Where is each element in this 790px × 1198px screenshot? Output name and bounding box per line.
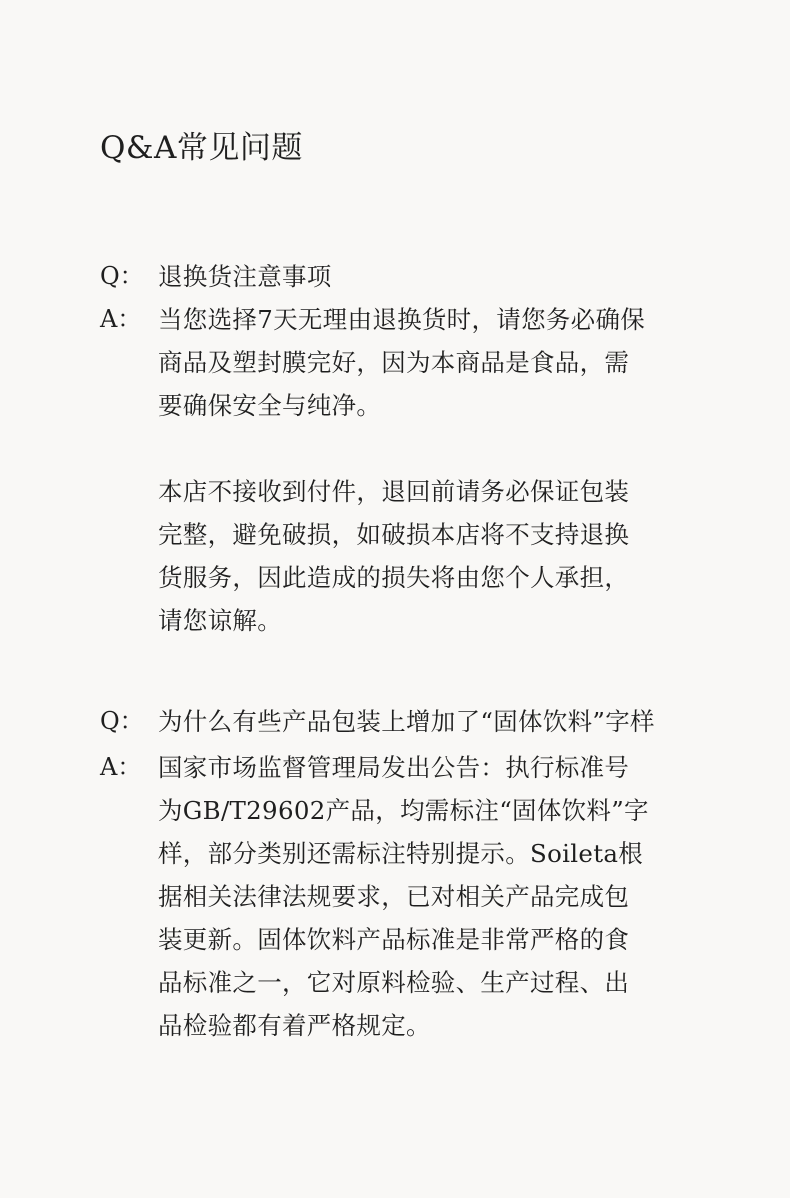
answer-line: 据相关法律法规要求，已对相关产品完成包 <box>158 882 630 911</box>
question-text: 退换货注意事项 <box>158 262 332 291</box>
answer-text <box>158 298 760 642</box>
answer-line: 样，部分类别还需标注特别提示。Soileta根 <box>158 839 644 868</box>
question-text: 为什么有些产品包装上增加了“固体饮料”字样 <box>158 707 655 736</box>
answer-line: 品检验都有着严格规定。 <box>158 1011 431 1040</box>
question-label: Q： <box>100 262 144 290</box>
answer-label: A： <box>100 753 142 781</box>
answer-line: 完整，避免破损，如破损本店将不支持退换 <box>158 520 630 549</box>
page-title: Q&A常见问题 <box>100 130 303 166</box>
qa-item <box>100 255 760 642</box>
answer-paragraph <box>158 746 760 1047</box>
answer-line: 当您选择7天无理由退换货时，请您务必确保 <box>158 305 646 334</box>
answer-label: A： <box>100 305 142 333</box>
qa-item <box>100 700 760 1047</box>
answer-line: 本店不接收到付件，退回前请务必保证包装 <box>158 477 630 506</box>
answer-line: 商品及塑封膜完好，因为本商品是食品，需 <box>158 348 630 377</box>
answer-line: 请您谅解。 <box>158 606 282 635</box>
question-label: Q： <box>100 707 144 735</box>
answer-line: 货服务，因此造成的损失将由您个人承担， <box>158 563 630 592</box>
answer-line: 为GB/T29602产品，均需标注“固体饮料”字 <box>158 796 649 825</box>
answer-paragraph <box>158 470 760 642</box>
answer-row <box>100 746 760 1047</box>
question-row <box>100 255 760 298</box>
answer-text <box>158 746 760 1047</box>
answer-line: 要确保安全与纯净。 <box>158 391 382 420</box>
answer-line: 装更新。固体饮料产品标准是非常严格的食 <box>158 925 630 954</box>
question-row <box>100 700 760 743</box>
answer-row <box>100 298 760 642</box>
answer-paragraph <box>158 298 760 427</box>
answer-line: 国家市场监督管理局发出公告：执行标准号 <box>158 753 630 782</box>
answer-line: 品标准之一，它对原料检验、生产过程、出 <box>158 968 630 997</box>
